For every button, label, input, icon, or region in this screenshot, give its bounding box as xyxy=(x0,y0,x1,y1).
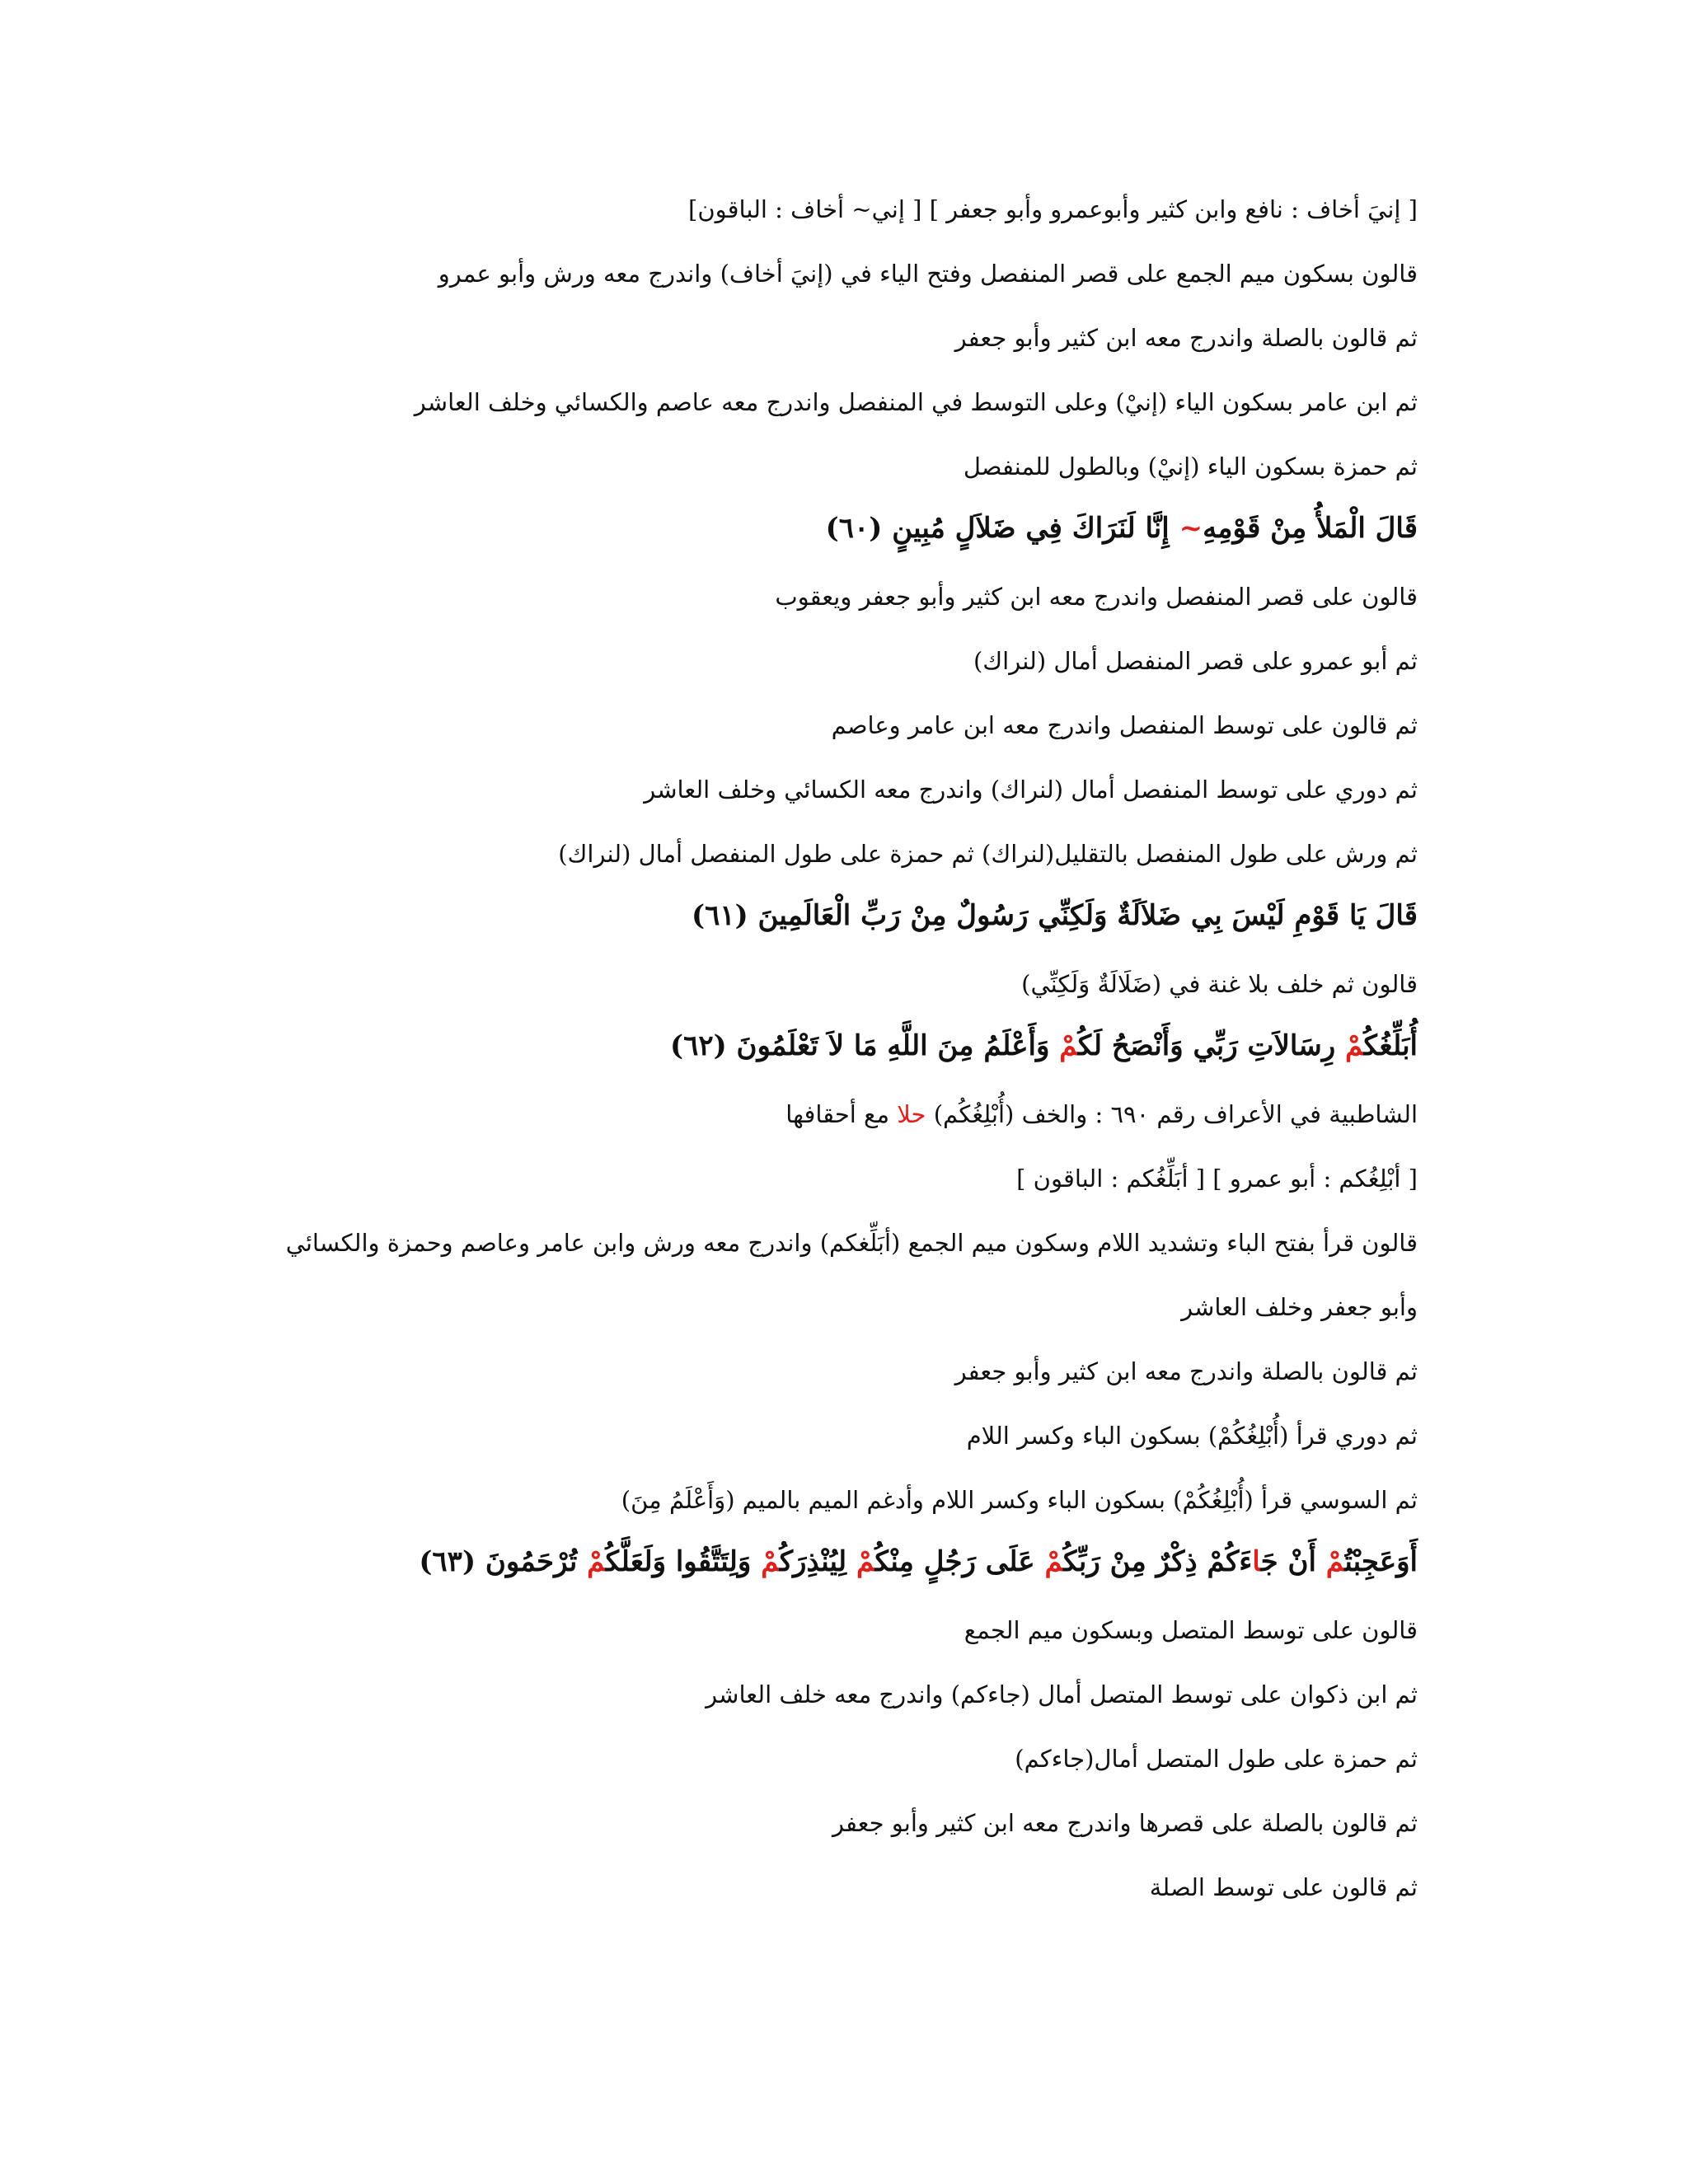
text-line: قالون على قصر المنفصل واندرج معه ابن كثير وأبو جعفر ويعقوب xyxy=(775,583,1418,611)
text-line: ثم أبو عمرو على قصر المنفصل أمال (لنراك) xyxy=(973,647,1418,675)
text-line: ثم حمزة على طول المتصل أمال(جاءكم) xyxy=(1015,1745,1418,1773)
text-line: قالون ثم خلف بلا غنة في (ضَلَالَةٌ وَلَكِنِّي) xyxy=(1021,970,1418,998)
verse-line: أَوَعَجِبْتُمْ أَنْ جَاءَكُمْ ذِكْرٌ مِنْ رَبِّكُمْ عَلَى رَجُلٍ مِنْكُمْ لِيُنْذِرَكُمْ وَلِتَتَّقُوا وَلَعَلَّكُمْ تُرْحَمُونَ (٦٣) xyxy=(419,1545,1418,1578)
text-line: ثم ورش على طول المنفصل بالتقليل(لنراك) ثم حمزة على طول المنفصل أمال (لنراك) xyxy=(558,840,1418,868)
text-line: الشاطبية في الأعراف رقم ٦٩٠ : والخف (أُبْلِغُكُم) حلا مع أحقافها xyxy=(785,1100,1418,1128)
verse-line: قَالَ الْمَلأُ مِنْ قَوْمِهِ~ إِنَّا لَنَرَاكَ فِي ضَلاَلٍ مُبِينٍ (٦٠) xyxy=(825,512,1418,545)
text-line: وأبو جعفر وخلف العاشر xyxy=(1181,1293,1418,1321)
text-line: ثم ابن عامر بسكون الياء (إنيْ) وعلى التوسط في المنفصل واندرج معه عاصم والكسائي وخلف العاشر xyxy=(414,388,1418,416)
verse-line: قَالَ يَا قَوْمِ لَيْسَ بِي ضَلاَلَةٌ وَلَكِنِّي رَسُولٌ مِنْ رَبِّ الْعَالَمِينَ (٦١) xyxy=(691,899,1418,932)
text-line: ثم حمزة بسكون الياء (إنيْ) وبالطول للمنفصل xyxy=(963,452,1418,480)
text-line: ثم قالون على توسط الصلة xyxy=(1149,1873,1418,1901)
document-page xyxy=(247,183,1418,1996)
text-line: ثم قالون بالصلة واندرج معه ابن كثير وأبو جعفر xyxy=(954,324,1418,352)
text-line: قالون قرأ بفتح الباء وتشديد اللام وسكون ميم الجمع (أبَلِّغكم) واندرج معه ورش وابن عامر وعاصم وحمزة والكسائي xyxy=(285,1229,1418,1257)
text-line: ثم قالون بالصلة واندرج معه ابن كثير وأبو جعفر xyxy=(954,1357,1418,1385)
text-line: [ إنيَ أخاف : نافع وابن كثير وأبوعمرو وأبو جعفر ] [ إني~ أخاف : الباقون] xyxy=(688,195,1418,223)
text-line: ثم قالون بالصلة على قصرها واندرج معه ابن كثير وأبو جعفر xyxy=(832,1809,1418,1837)
text-line: ثم دوري على توسط المنفصل أمال (لنراك) واندرج معه الكسائي وخلف العاشر xyxy=(644,776,1418,804)
text-line: ثم دوري قرأ (أُبْلِغُكُمْ) بسكون الباء وكسر اللام xyxy=(966,1422,1418,1450)
verse-line: أُبَلِّغُكُمْ رِسَالاَتِ رَبِّي وَأَنْصَحُ لَكُمْ وَأَعْلَمُ مِنَ اللَّهِ مَا لاَ تَعْلَمُونَ (٦٢) xyxy=(669,1029,1418,1062)
text-line: ثم قالون على توسط المنفصل واندرج معه ابن عامر وعاصم xyxy=(831,711,1418,739)
text-line: ثم ابن ذكوان على توسط المتصل أمال (جاءكم) واندرج معه خلف العاشر xyxy=(706,1680,1418,1708)
text-line: قالون بسكون ميم الجمع على قصر المنفصل وفتح الياء في (إنيَ أخاف) واندرج معه ورش وأبو عمرو xyxy=(438,260,1418,288)
text-line: [ أبْلِغُكم : أبو عمرو ] [ أبَلِّغُكم : الباقون ] xyxy=(1016,1165,1418,1193)
text-line: ثم السوسي قرأ (أُبْلِغُكُمْ) بسكون الباء وكسر اللام وأدغم الميم بالميم (وَأَعْلَمُ مِنَ) xyxy=(621,1486,1418,1514)
text-line: قالون على توسط المتصل وبسكون ميم الجمع xyxy=(964,1616,1418,1644)
